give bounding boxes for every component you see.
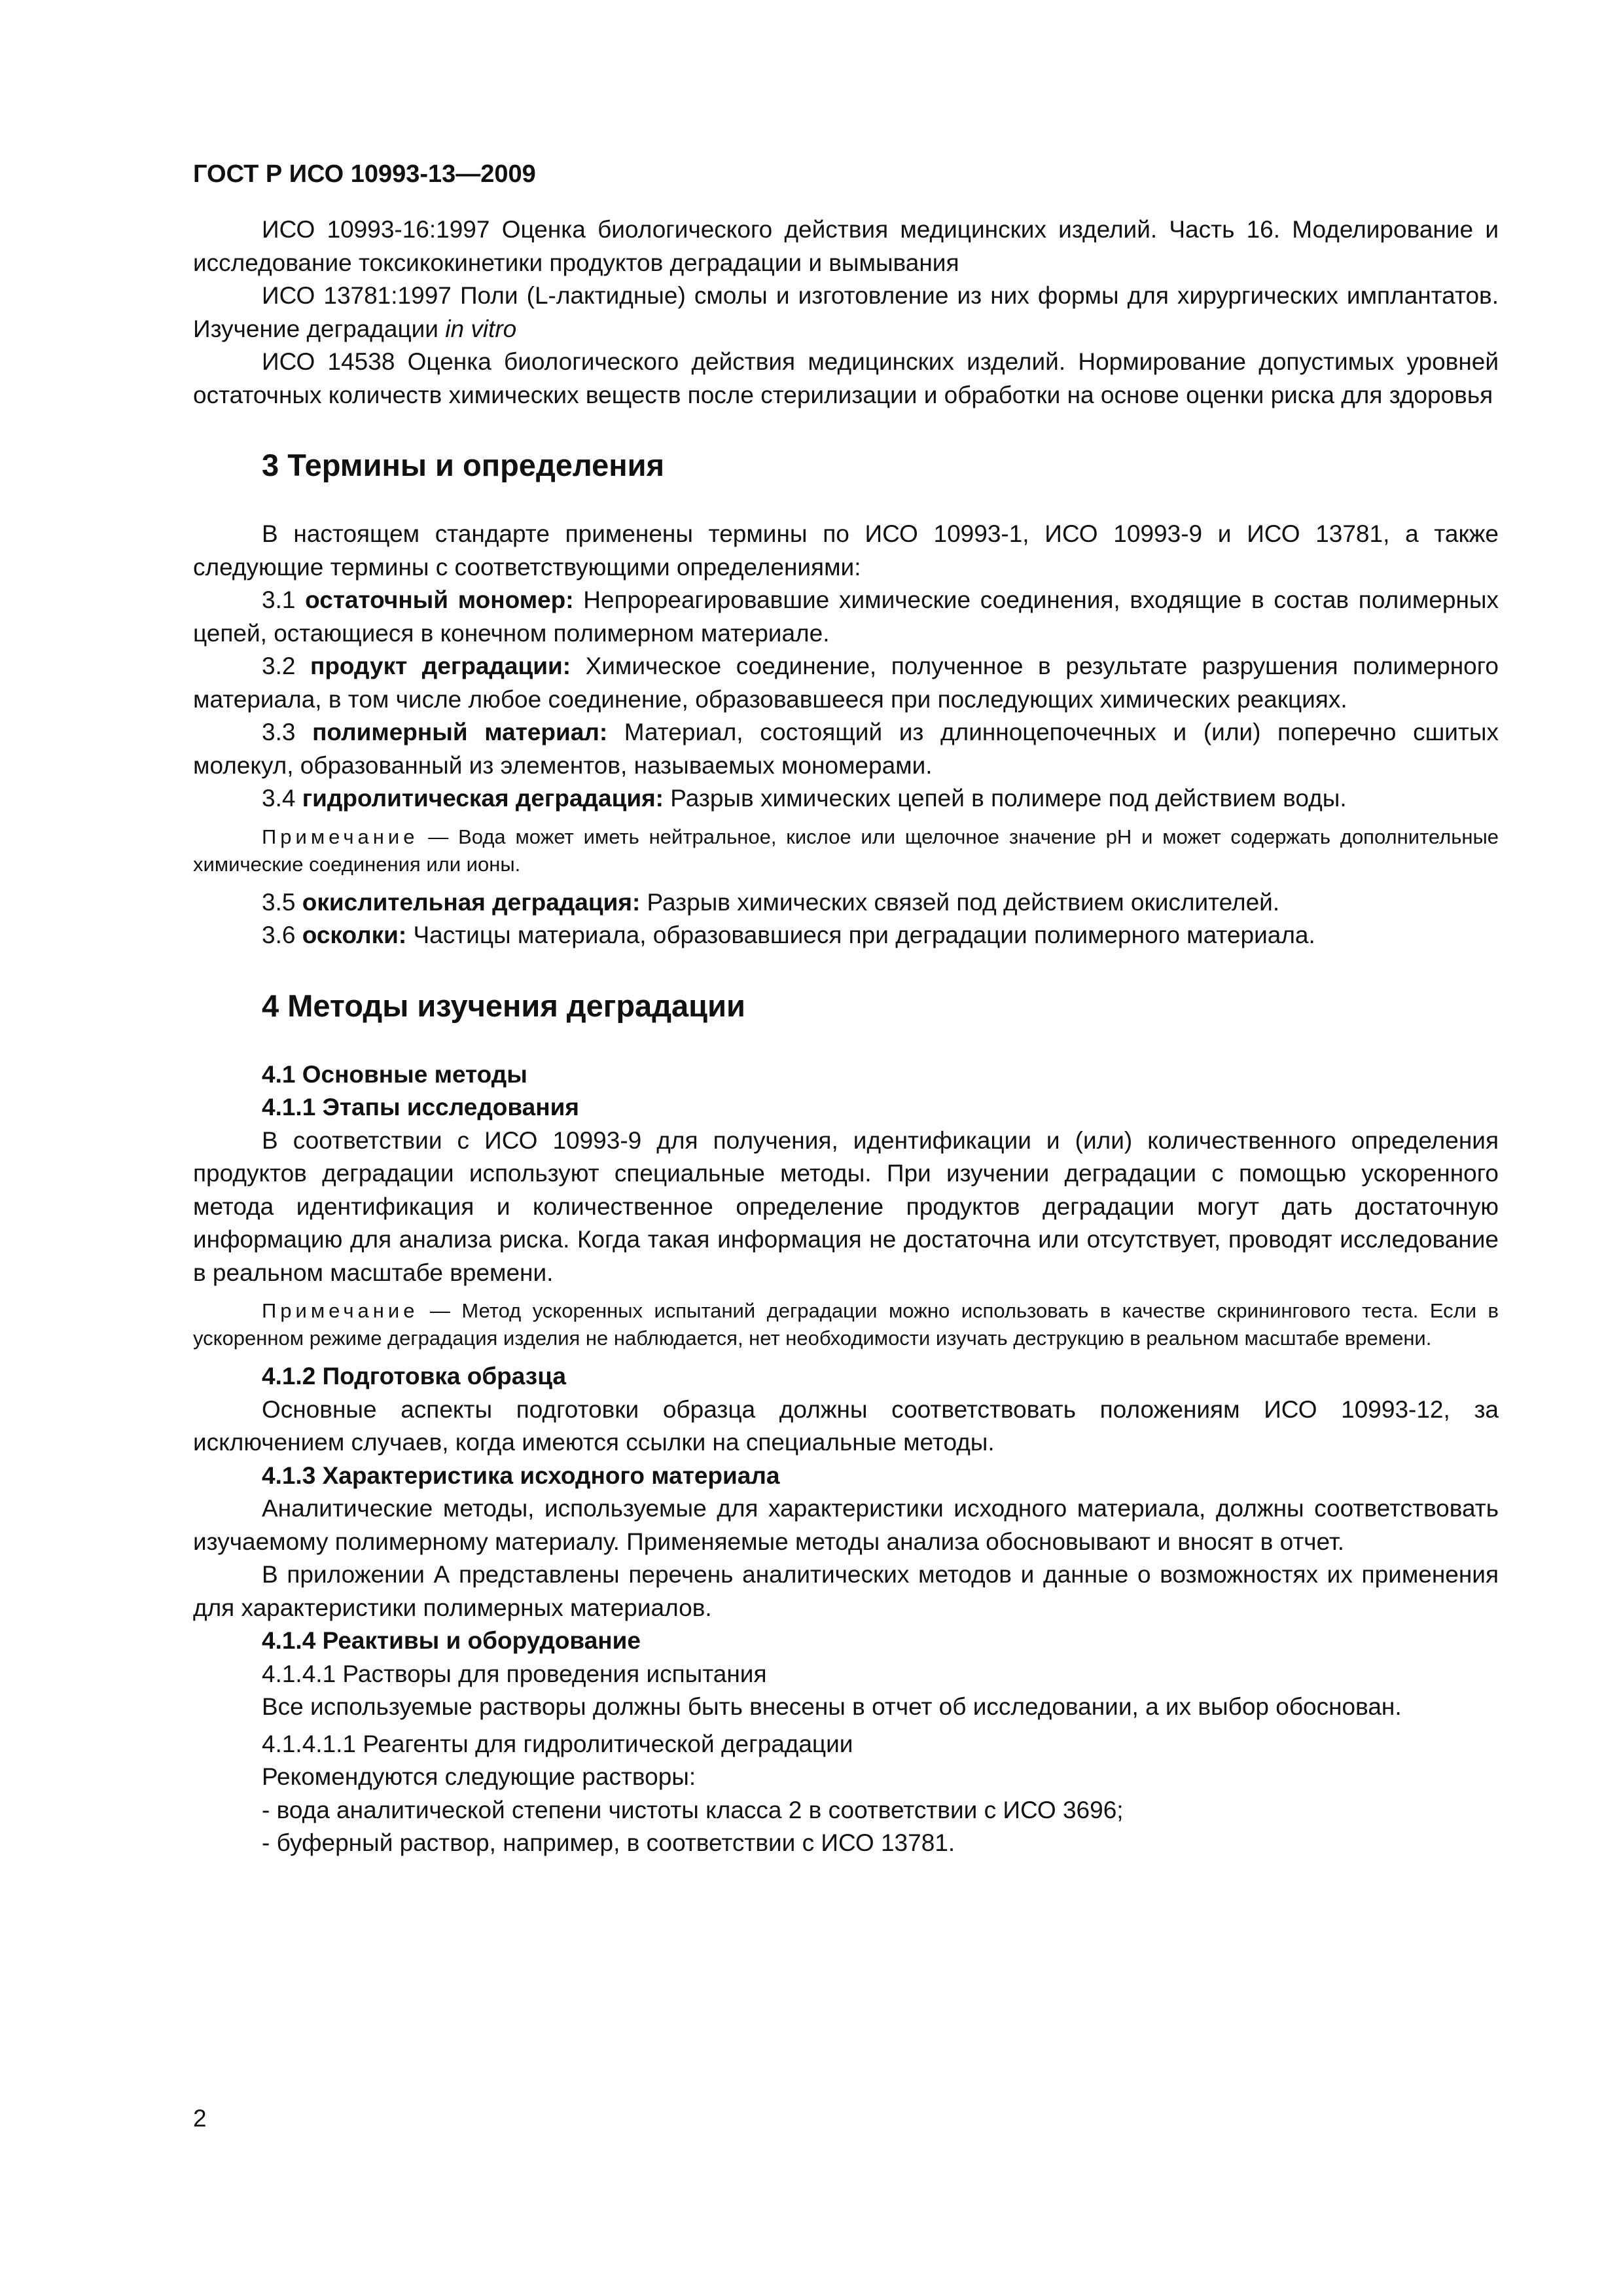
section-heading: 3 Термины и определения [262, 448, 664, 482]
term-definition: 3.5 окислительная деградация: Разрыв химических связей под действием окислителей. [262, 888, 1280, 916]
paragraph: В приложении А представлены перечень аналитических методов и данные о возможностях их применения для характеристики полимерных материалов. [193, 1561, 1499, 1621]
term-definition: 3.3 полимерный материал: Материал, состоящий из длинноцепочечных и (или) поперечно сшитых молекул, образованный из элементов, называемых мономерами. [193, 719, 1499, 779]
page-number: 2 [193, 2105, 207, 2132]
paragraph: Рекомендуются следующие растворы: [262, 1763, 696, 1790]
reference-item: ИСО 14538 Оценка биологического действия медицинских изделий. Нормирование допустимых уровней остаточных количеств химических веществ после стерилизации и обработки на основе оценки риска для здоровья [193, 348, 1499, 408]
note-label: Примечание [262, 825, 419, 848]
section-heading: 4 Методы изучения деградации [262, 988, 745, 1023]
subsection-heading: 4.1 Основные методы [262, 1060, 527, 1088]
clause-heading: 4.1.4.1 Растворы для проведения испытания [262, 1660, 767, 1687]
subsection-heading: 4.1.2 Подготовка образца [262, 1363, 566, 1390]
reference-item: ИСО 13781:1997 Поли (L-лактидные) смолы и изготовление из них формы для хирургических имплантатов. Изучение деградации in vitro [193, 282, 1499, 342]
paragraph: В соответствии с ИСО 10993-9 для получения, идентификации и (или) количественного определения продуктов деградации используют специальные методы. При изучении деградации с помощью ускоренного метода идентификация и количественное определение продуктов деградации могут дать достаточную информацию для анализа риска. Когда такая информация не достаточна или отсутствует, проводят исследование в реальном масштабе времени. [193, 1126, 1499, 1286]
list-item: - вода аналитической степени чистоты класса 2 в соответствии с ИСО 3696; [262, 1796, 1124, 1823]
note-label: Примечание [262, 1299, 419, 1322]
subsection-heading: 4.1.3 Характеристика исходного материала [262, 1462, 780, 1489]
document-page [193, 157, 1499, 1860]
reference-item: ИСО 10993-16:1997 Оценка биологического действия медицинских изделий. Часть 16. Моделирование и исследование токсикокинетики продуктов деградации и вымывания [193, 216, 1499, 276]
paragraph: Аналитические методы, используемые для характеристики исходного материала, должны соответствовать изучаемому полимерному материалу. Применяемые методы анализа обосновывают и вносят в отчет. [193, 1495, 1499, 1555]
subsection-heading: 4.1.4 Реактивы и оборудование [262, 1627, 641, 1654]
document-header: ГОСТ Р ИСО 10993-13—2009 [193, 160, 536, 188]
term-definition: 3.1 остаточный мономер: Непрореагировавшие химические соединения, входящие в состав полимерных цепей, остающиеся в конечном полимерном материале. [193, 586, 1499, 647]
section-intro: В настоящем стандарте применены термины по ИСО 10993-1, ИСО 10993-9 и ИСО 13781, а также следующие термины с соответствующими определениями: [193, 520, 1499, 581]
clause-heading: 4.1.4.1.1 Реагенты для гидролитической деградации [262, 1730, 853, 1757]
paragraph: Все используемые растворы должны быть внесены в отчет об исследовании, а их выбор обоснован. [262, 1693, 1402, 1720]
subsection-heading: 4.1.1 Этапы исследования [262, 1094, 579, 1121]
term-definition: 3.4 гидролитическая деградация: Разрыв химических цепей в полимере под действием воды. [262, 785, 1347, 812]
term-definition: 3.2 продукт деградации: Химическое соединение, полученное в результате разрушения полимерного материала, в том числе любое соединение, образовавшееся при последующих химических реакциях. [193, 653, 1499, 713]
list-item: - буферный раствор, например, в соответствии с ИСО 13781. [262, 1829, 955, 1856]
paragraph: Основные аспекты подготовки образца должны соответствовать положениям ИСО 10993-12, за исключением случаев, когда имеются ссылки на специальные методы. [193, 1395, 1499, 1456]
note: Примечание — Метод ускоренных испытаний деградации можно использовать в качестве скринингового теста. Если в ускоренном режиме деградация изделия не наблюдается, нет необходимости изучать деструкцию в реальном масштабе времени. [193, 1299, 1499, 1350]
term-definition: 3.6 осколки: Частицы материала, образовавшиеся при деградации полимерного материала. [262, 922, 1315, 948]
note: Примечание — Вода может иметь нейтральное, кислое или щелочное значение pH и может содержать дополнительные химические соединения или ионы. [193, 825, 1499, 876]
